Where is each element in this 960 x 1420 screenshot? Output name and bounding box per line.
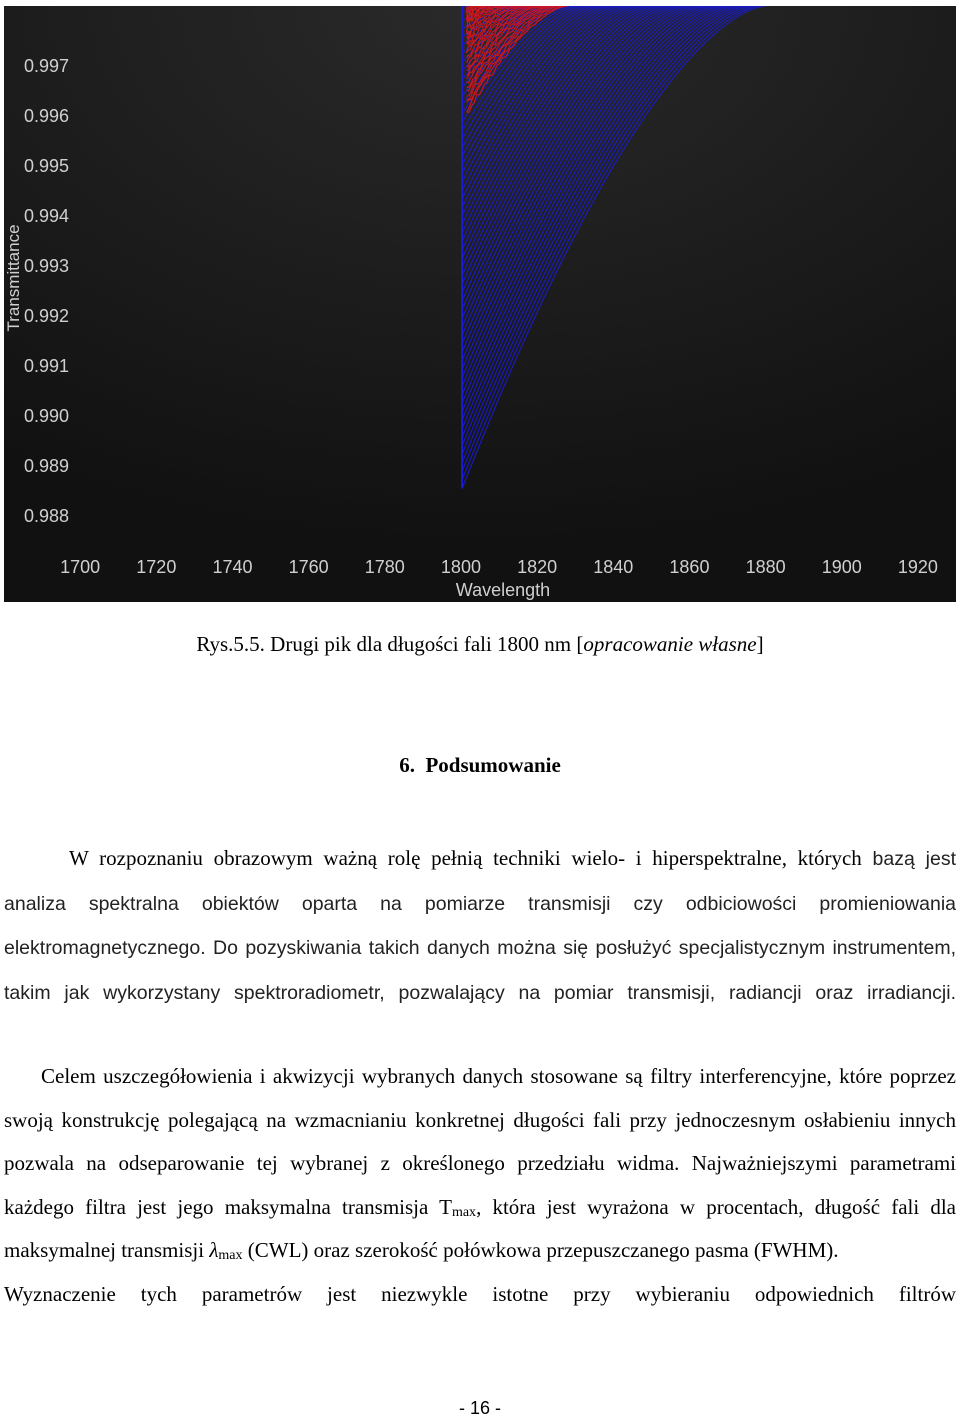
paragraph-1-sans-part: bazą jest analiza spektralna obiektów oparta na pomiarze transmisji czy odbiciowości promieniowania elektromagnetycznego.	[4, 848, 956, 960]
chart-svg	[4, 6, 956, 602]
y-tick-label: 0.989	[24, 456, 70, 476]
tmax-subscript: max	[451, 1204, 477, 1220]
page-number: - 16 -	[458, 1398, 501, 1418]
lambda-symbol: λ	[209, 1238, 219, 1263]
x-tick-label: 1900	[821, 557, 862, 577]
y-tick-label: 0.995	[24, 156, 70, 176]
chart-background	[4, 6, 956, 602]
section-heading: 6. Podsumowanie	[399, 753, 561, 777]
x-tick-label: 1720	[136, 557, 177, 577]
y-tick-label: 0.994	[24, 206, 70, 226]
y-tick-label: 0.997	[24, 56, 70, 76]
paragraph-1	[4, 837, 956, 1015]
caption-prefix: Rys.5.5. Drugi pik dla długości fali 1800 nm [	[196, 632, 584, 656]
x-axis-label: Wavelength	[455, 580, 551, 600]
paragraph-2-part-a: Celem uszczegółowienia i akwizycji wybranych danych stosowane są filtry interferencyjne, które poprzez swoją konstrukcję polegającą na wzmacnianiu konkretnej długości fali przy jednoczesnym osłabieniu innych pozwala na odseparowanie tej wybranej z określonego przedziału widma.	[4, 1064, 956, 1176]
x-tick-label: 1920	[897, 557, 938, 577]
x-tick-label: 1820	[517, 557, 558, 577]
paragraph-2-part-b: Najważniejszymi parametrami każdego filtra jest jego maksymalna transmisja T	[4, 1151, 956, 1219]
x-tick-label: 1700	[60, 557, 101, 577]
y-tick-label: 0.988	[24, 506, 70, 526]
y-tick-label: 0.991	[24, 356, 70, 376]
y-tick-label: 0.996	[24, 106, 70, 126]
x-tick-label: 1860	[669, 557, 710, 577]
x-tick-label: 1880	[745, 557, 786, 577]
figure-caption	[0, 630, 960, 658]
y-axis-label: Transmittance	[4, 224, 23, 332]
caption-italic: opracowanie własne	[583, 632, 757, 656]
paragraph-1-sans-part-2: Do pozyskiwania takich danych można się posłużyć specjalistycznym instrumentem, takim jak wykorzystany spektroradiometr, pozwalający na	[4, 937, 956, 1004]
paragraph-1-last-line: pomiar transmisji, radiancji oraz irradiancji.	[553, 981, 957, 1004]
paragraph-1-line-1: W rozpoznaniu obrazowym ważną rolę pełnią techniki wielo- i hiperspektralne, których	[69, 846, 862, 870]
transmittance-chart	[4, 6, 956, 602]
paragraph-2-part-d: (CWL) oraz szerokość połówkowa przepuszczanego pasma (FWHM).	[242, 1238, 839, 1263]
lambda-subscript: max	[218, 1248, 243, 1264]
paragraph-2-last-line: Wyznaczenie tych parametrów jest niezwykle istotne przy wybieraniu odpowiednich filtrów	[4, 1281, 956, 1306]
x-tick-label: 1740	[212, 557, 253, 577]
x-tick-label: 1760	[288, 557, 329, 577]
paragraph-2	[4, 1055, 956, 1317]
y-tick-label: 0.990	[24, 406, 70, 426]
paragraph-2-part-c: , która jest wyrażona w procentach, długość fali dla maksymalnej transmisji	[4, 1194, 956, 1263]
y-tick-label: 0.992	[24, 306, 70, 326]
x-tick-label: 1840	[593, 557, 634, 577]
y-tick-label: 0.993	[24, 256, 70, 276]
caption-suffix: ]	[756, 632, 764, 656]
x-tick-label: 1800	[440, 557, 481, 577]
x-tick-label: 1780	[364, 557, 405, 577]
